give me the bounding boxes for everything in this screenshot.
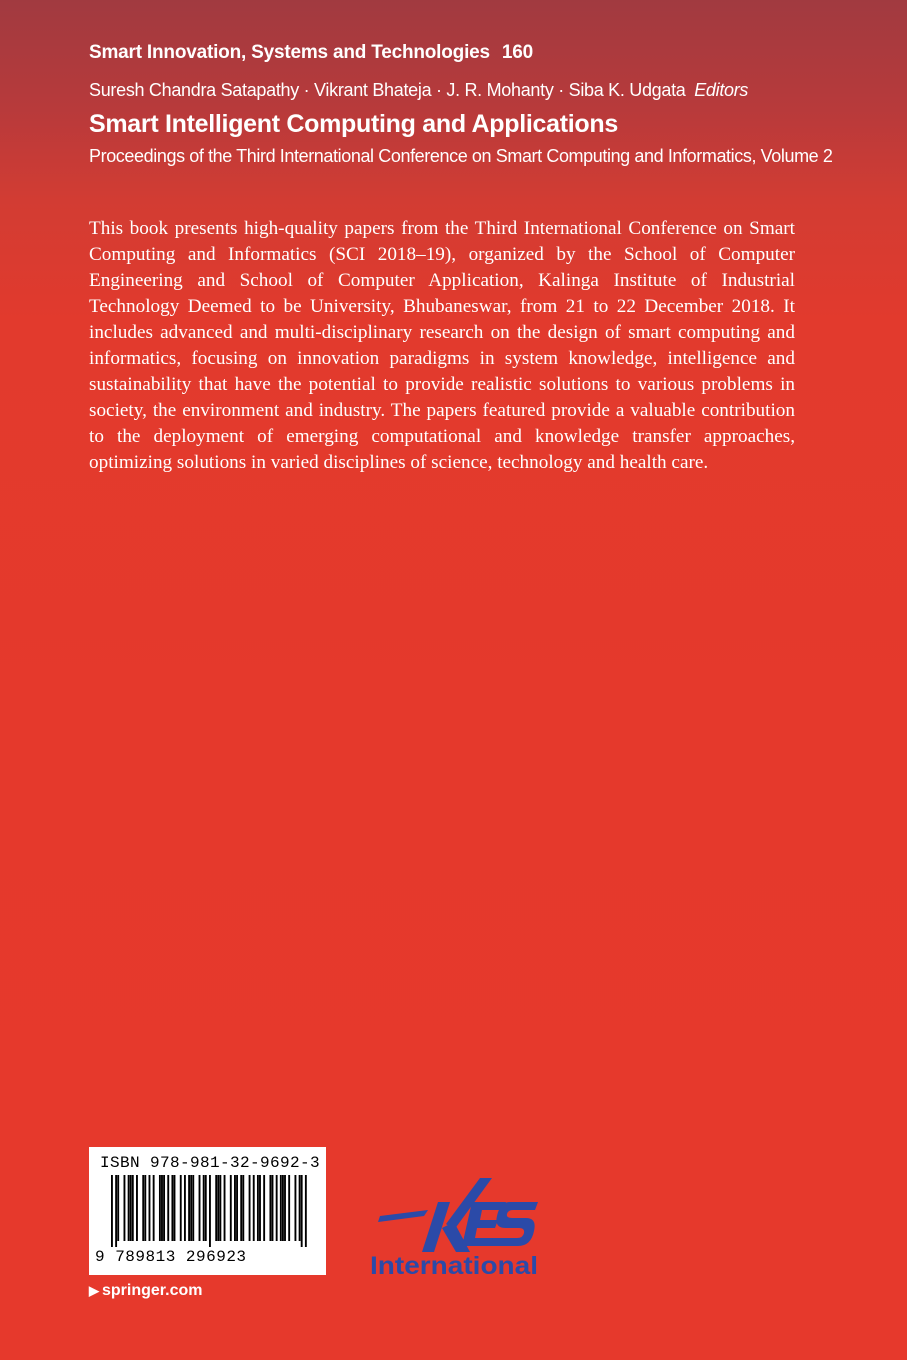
barcode-bar <box>282 1175 284 1241</box>
barcode-bar <box>161 1175 163 1241</box>
barcode-bar <box>149 1175 151 1241</box>
barcode-bar <box>144 1175 146 1241</box>
barcode-bar <box>224 1175 226 1241</box>
barcode-bar <box>299 1175 301 1241</box>
series-volume: 160 <box>501 42 533 63</box>
editors-line <box>89 80 748 101</box>
barcode-bar <box>236 1175 238 1241</box>
barcode-bar <box>163 1175 165 1241</box>
barcode-bar <box>305 1175 307 1247</box>
barcode-bar <box>301 1175 303 1247</box>
kes-international-logo <box>368 1172 540 1280</box>
barcode-bar <box>263 1175 265 1241</box>
barcode-bar <box>124 1175 126 1241</box>
book-description: This book presents high-quality papers from the Third International Conference on Smart Computing and Informatics (SCI 2018–19), organized by the School of Computer Engineering and School of Computer Application, Kalinga Institute of Industrial Technology Deemed to be University, Bhubaneswar, from 21 to 22 December 2018. It includes advanced and multi-disciplinary research on the design of smart computing and informatics, focusing on innovation paradigms in system knowledge, intelligence and sustainability that have the potential to provide realistic solutions to various problems in society, the environment and industry. The papers featured provide a valuable contribution to the deployment of emerging computational and knowledge transfer approaches, optimizing solutions in varied disciplines of science, technology and health care. <box>89 218 795 473</box>
series-name: Smart Innovation, Systems and Technologies <box>89 42 490 63</box>
barcode-image <box>111 1175 307 1247</box>
barcode-bar <box>284 1175 286 1241</box>
barcode-bar <box>234 1175 236 1241</box>
barcode-bar <box>199 1175 201 1241</box>
barcode-bar <box>167 1175 169 1241</box>
editor-names: Suresh Chandra Satapathy · Vikrant Bhateja · J. R. Mohanty · Siba K. Udgata <box>89 80 686 100</box>
barcode-digits: 9 789813 296923 <box>95 1248 247 1266</box>
barcode-bar <box>259 1175 261 1241</box>
triangle-right-icon: ▶ <box>89 1283 99 1298</box>
barcode-bar <box>249 1175 251 1241</box>
barcode-bar <box>130 1175 132 1241</box>
barcode-bar <box>272 1175 274 1241</box>
barcode-bar <box>132 1175 134 1241</box>
barcode-bar <box>209 1175 211 1247</box>
barcode-bar <box>159 1175 161 1241</box>
barcode-bar <box>215 1175 217 1241</box>
barcode-bar <box>203 1175 205 1241</box>
logo-text: International <box>370 1252 538 1280</box>
barcode-bar <box>190 1175 192 1241</box>
barcode-bar <box>219 1175 221 1241</box>
barcode-bar <box>240 1175 242 1241</box>
barcode-bar <box>280 1175 282 1241</box>
barcode-bar <box>294 1175 296 1241</box>
barcode-bar <box>242 1175 244 1241</box>
editors-role: Editors <box>694 80 749 100</box>
barcode-bar <box>174 1175 176 1241</box>
barcode-bar <box>128 1175 130 1241</box>
barcode-bar <box>111 1175 113 1247</box>
publisher-link[interactable] <box>89 1282 202 1300</box>
barcode-bar <box>288 1175 290 1241</box>
barcode-bar <box>153 1175 155 1241</box>
barcode-bar <box>136 1175 138 1241</box>
barcode-bar <box>230 1175 232 1241</box>
barcode-bar <box>180 1175 182 1241</box>
barcode-bar <box>117 1175 119 1241</box>
series-title <box>89 42 533 64</box>
barcode-bar <box>115 1175 117 1247</box>
barcode-bar <box>171 1175 173 1241</box>
barcode-bar <box>253 1175 255 1241</box>
barcode-bar <box>184 1175 186 1241</box>
barcode-bar <box>269 1175 271 1241</box>
publisher-url: springer.com <box>102 1282 203 1299</box>
barcode-bar <box>142 1175 144 1241</box>
book-subtitle: Proceedings of the Third International Conference on Smart Computing and Informatics, Volume 2 <box>89 146 833 166</box>
barcode-bar <box>192 1175 194 1241</box>
barcode-bar <box>188 1175 190 1241</box>
barcode-bar <box>276 1175 278 1241</box>
isbn-label: ISBN 978-981-32-9692-3 <box>100 1154 321 1172</box>
barcode-bar <box>217 1175 219 1241</box>
barcode-bar <box>205 1175 207 1241</box>
isbn-barcode-box <box>89 1147 326 1275</box>
book-title: Smart Intelligent Computing and Applications <box>89 110 618 138</box>
barcode-bar <box>257 1175 259 1241</box>
